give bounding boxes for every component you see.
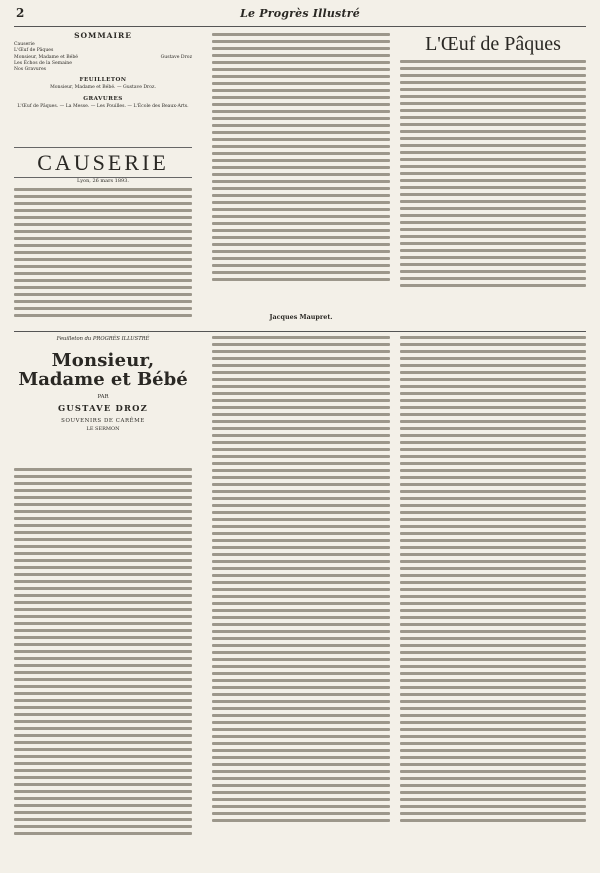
feuilleton-line: Monsieur, Madame et Bébé. — Gustave Droz.: [50, 85, 156, 91]
causerie-dateline: Lyon, 26 mars 1893.: [77, 178, 129, 184]
feuilleton-label: Feuilleton du PROGRÈS ILLUSTRÉ: [56, 336, 150, 342]
oeuf-column: [400, 60, 586, 324]
table-of-contents: [14, 33, 192, 110]
feuilleton-title-line2: Madame et Bébé: [18, 369, 188, 390]
causerie-title: CAUSERIE: [14, 147, 192, 178]
list-item: Les Échos de la Semaine: [14, 60, 72, 66]
feuilleton-subtitle: SOUVENIRS DE CARÊME: [61, 418, 145, 424]
sommaire-heading: SOMMAIRE: [74, 31, 132, 40]
journal-title: Le Progrès Illustré: [240, 7, 360, 20]
list-item: Monsieur, Madame et Bébé Gustave Droz: [14, 54, 192, 60]
gravures-heading: GRAVURES: [83, 95, 123, 102]
oeuf-title: L'Œuf de Pâques: [425, 33, 561, 55]
list-item: L'Œuf de Pâques: [14, 48, 54, 54]
feuilleton-title-line1: Monsieur,: [51, 350, 155, 371]
feuilleton-column-2: [212, 336, 390, 863]
page-header: [14, 6, 586, 27]
gravures-line: L'Œuf de Pâques. — La Messe. — Les Pouilles. — L'École des Beaux-Arts.: [17, 103, 189, 109]
causerie-continued-column: [212, 33, 390, 310]
feuilleton-subtitle2: LE SERMON: [86, 426, 120, 432]
section-divider: [14, 331, 586, 332]
feuilleton-par: PAR: [97, 394, 109, 400]
feuilleton-author: GUSTAVE DROZ: [58, 403, 148, 413]
causerie-column: [14, 178, 192, 326]
list-item: Nos Gravures: [14, 67, 47, 73]
article-signature: Jacques Maupret.: [269, 313, 333, 321]
feuilleton-column-1: [14, 468, 192, 863]
page-number: 2: [16, 6, 25, 20]
feuilleton-column-3: [400, 336, 586, 863]
feuilleton-heading: FEUILLETON: [79, 77, 127, 84]
list-item: Causerie: [14, 42, 35, 48]
feuilleton-title-block: [14, 344, 192, 432]
